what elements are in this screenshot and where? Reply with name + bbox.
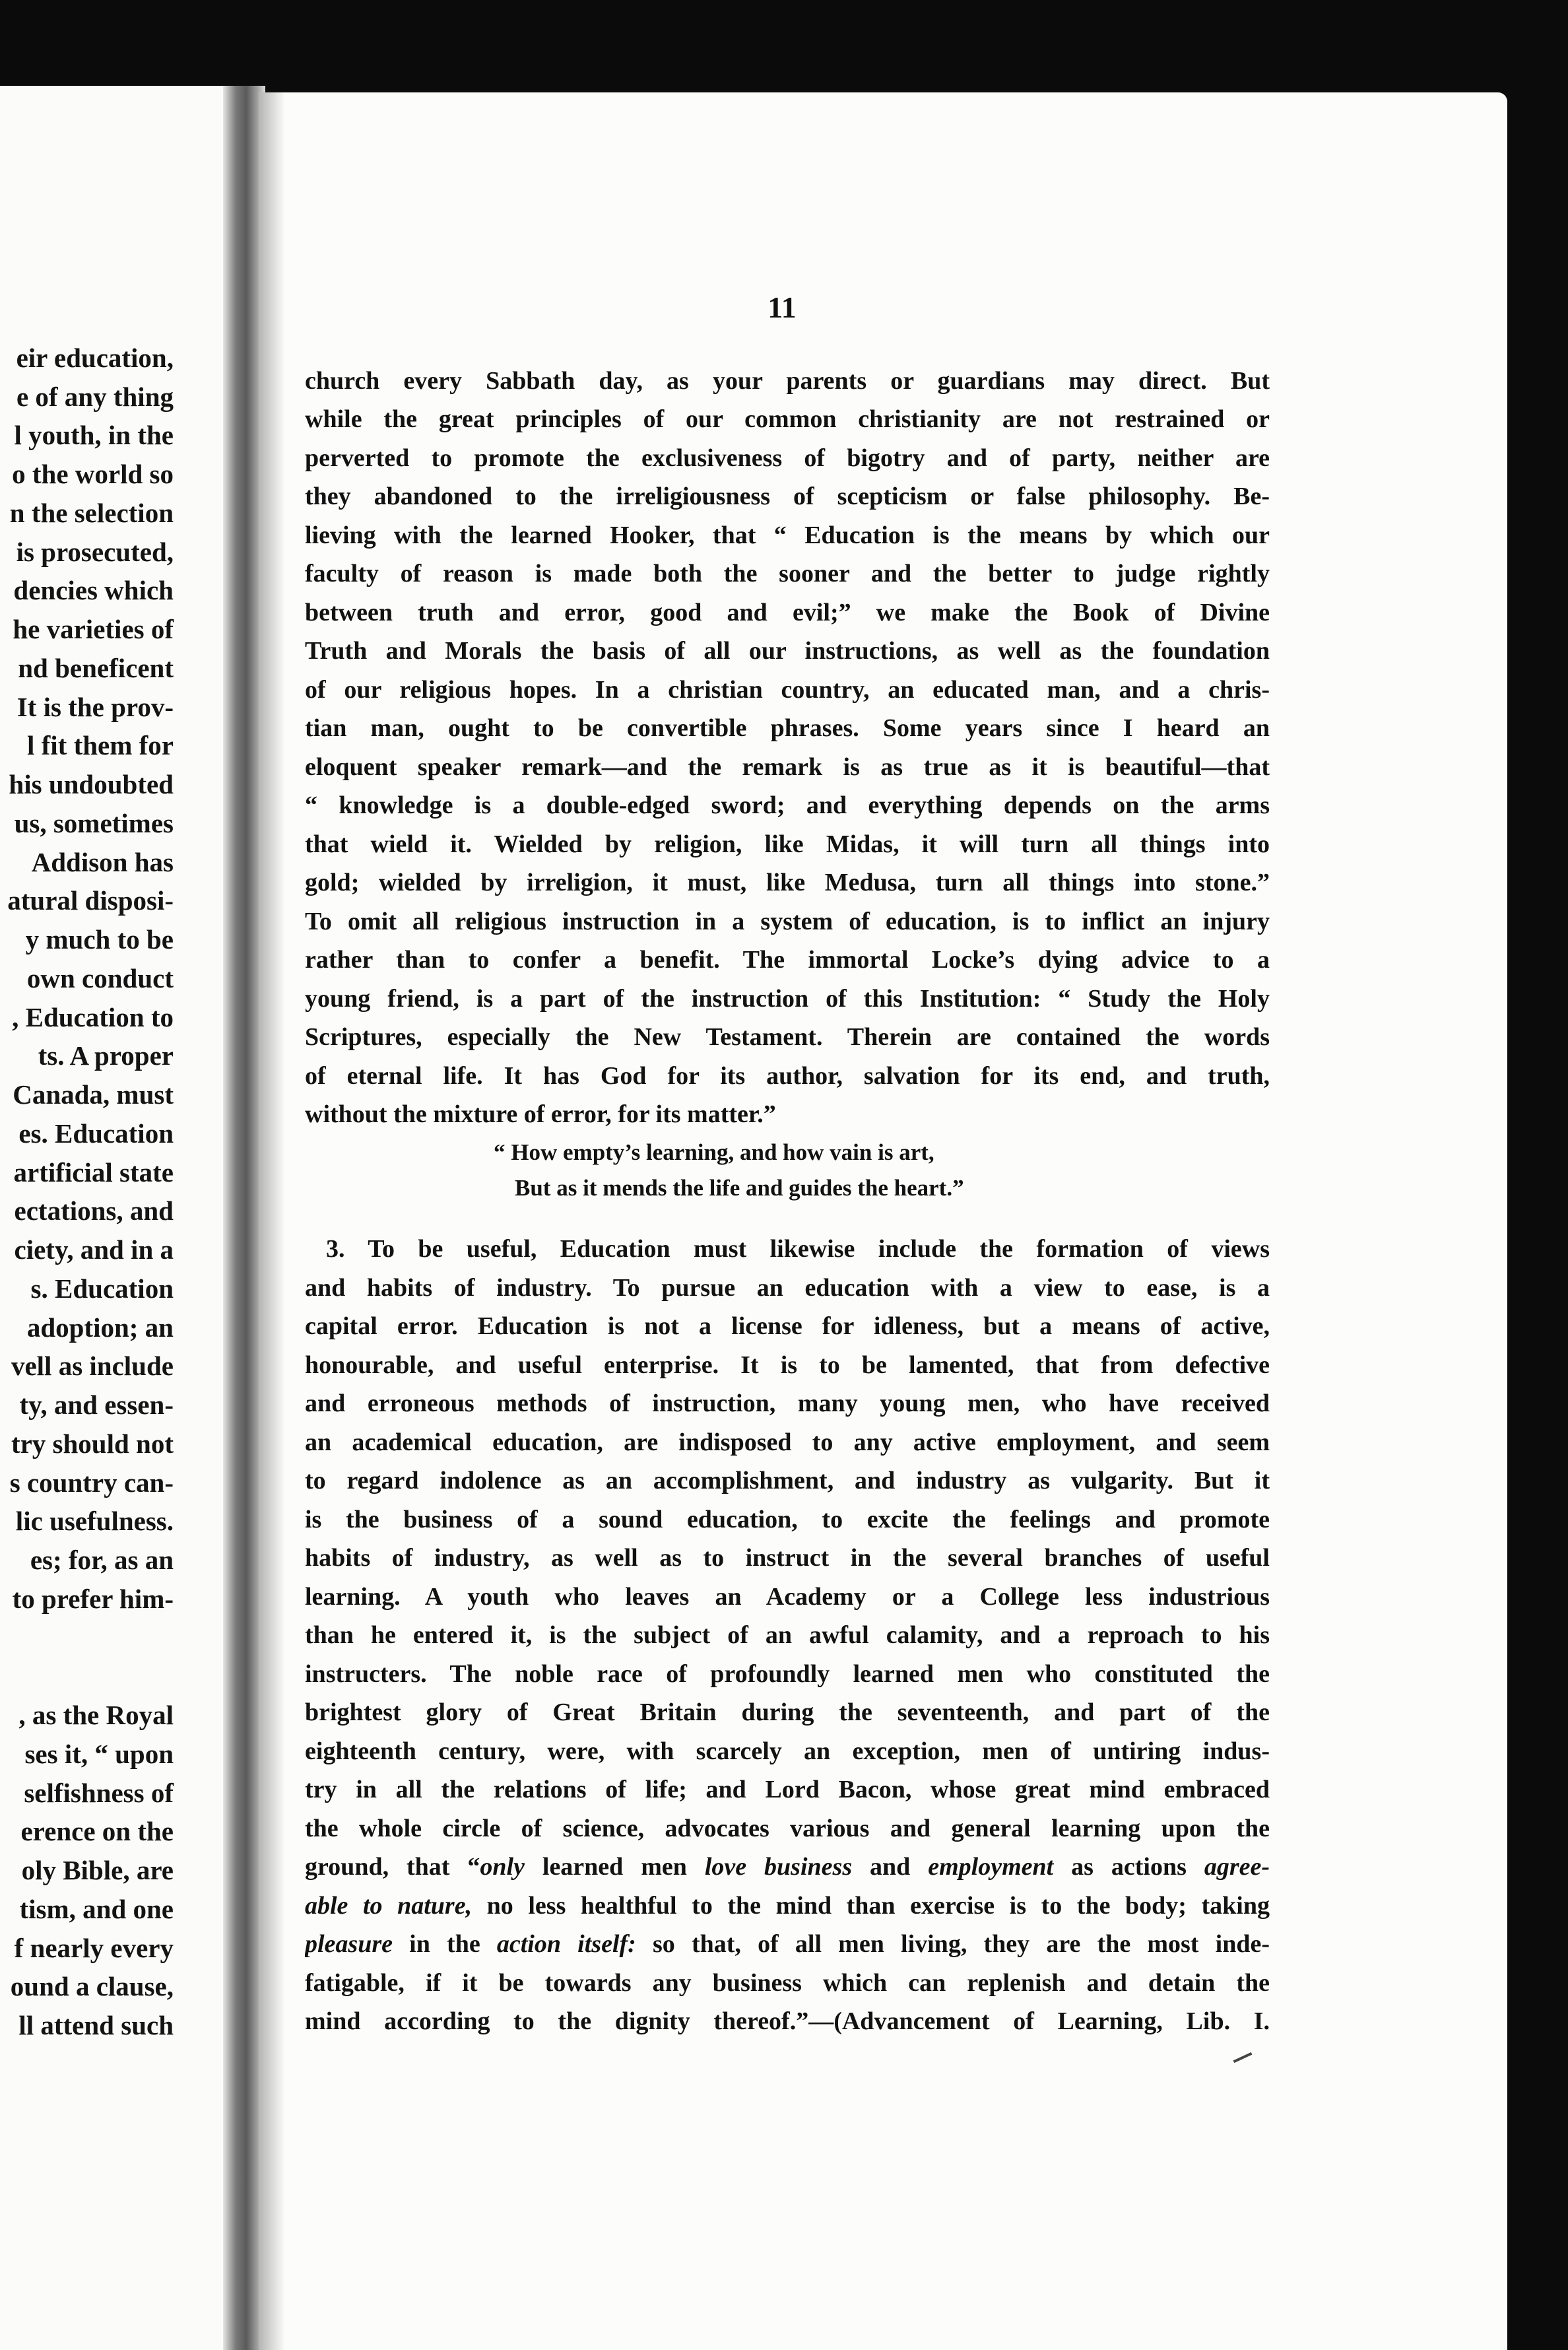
italic-passage-line (305, 1850, 1270, 1883)
left-page-line: f nearly every (14, 1933, 174, 1963)
paragraph-3-line: than he entered it, is the subject of an awful calamity, and a reproach to his (305, 1621, 1270, 1649)
verse-line: “ How empty’s learning, and how vain is art, (494, 1139, 934, 1165)
left-page-line: s. Education (30, 1273, 174, 1304)
paragraph-3-line: eighteenth century, were, with scarcely an exception, men of untiring indus- (305, 1737, 1270, 1765)
left-page-line: erence on the (20, 1816, 174, 1846)
body-line: gold; wielded by irreligion, it must, like Medusa, turn all things into stone.” (305, 869, 1270, 896)
left-page-line: to prefer him- (12, 1584, 174, 1614)
italic-run: only (480, 1853, 525, 1881)
body-line: of our religious hopes. In a christian country, an educated man, and a chris- (305, 676, 1270, 704)
left-page-line: nd beneficent (18, 653, 174, 683)
italic-run: able to nature, (305, 1892, 473, 1920)
text-run: so that, of all men living, they are the most inde- (636, 1930, 1270, 1958)
left-page-line: s country can- (9, 1467, 174, 1498)
text-run: no less healthful to the mind than exercise is to the body; taking (472, 1892, 1270, 1920)
body-line: they abandoned to the irreligiousness of scepticism or false philosophy. Be- (305, 483, 1270, 510)
left-page-line: o the world so (12, 459, 174, 489)
text-run: in the (393, 1930, 497, 1958)
closing-line: mind according to the dignity thereof.”—(Advancement of Learning, Lib. I. (305, 2007, 1270, 2035)
italic-run: agree- (1204, 1853, 1270, 1881)
body-line: young friend, is a part of the instruction of this Institution: “ Study the Holy (305, 985, 1270, 1013)
text-run: and (852, 1853, 929, 1881)
closing-line: fatigable, if it be towards any business which can replenish and detain the (305, 1969, 1270, 1997)
paragraph-3-line: 3. To be useful, Education must likewise include the formation of views (326, 1235, 1270, 1263)
paragraph-3-line: honourable, and useful enterprise. It is to be lamented, that from defective (305, 1351, 1270, 1379)
paragraph-3-line: habits of industry, as well as to instruct in the several branches of useful (305, 1544, 1270, 1572)
italic-passage-line (305, 1928, 1270, 1961)
left-page-line: vell as include (11, 1351, 174, 1381)
left-page-line: tism, and one (19, 1894, 174, 1924)
left-page-line: he varieties of (13, 614, 174, 644)
left-page-line: l youth, in the (14, 420, 174, 450)
italic-run: pleasure (305, 1930, 393, 1958)
paragraph-3-line: try in all the relations of life; and Lord Bacon, whose great mind embraced (305, 1776, 1270, 1803)
body-line: To omit all religious instruction in a system of education, is to inflict an injury (305, 908, 1270, 935)
left-page-line: Canada, must (13, 1079, 174, 1110)
left-page-line: y much to be (25, 924, 174, 955)
left-page-line: selfishness of (24, 1778, 174, 1808)
body-line: Truth and Morals the basis of all our instructions, as well as the foundation (305, 637, 1270, 665)
left-page-line: lic usefulness. (15, 1506, 174, 1536)
left-page-line: It is the prov- (16, 692, 174, 722)
left-page-line: , Education to (12, 1002, 174, 1032)
body-line: tian man, ought to be convertible phrases. Some years since I heard an (305, 714, 1270, 742)
verse-line: But as it mends the life and guides the heart.” (515, 1175, 964, 1201)
left-page-line: , as the Royal (18, 1700, 174, 1730)
left-page-line: e of any thing (16, 382, 174, 412)
left-page-line: ses it, “ upon (24, 1739, 174, 1769)
body-line: rather than to confer a benefit. The immortal Locke’s dying advice to a (305, 946, 1270, 974)
paragraph-3-line: and erroneous methods of instruction, many young men, who have received (305, 1390, 1270, 1417)
paragraph-3-line: an academical education, are indisposed to any active employment, and seem (305, 1428, 1270, 1456)
left-page-line: his undoubted (9, 769, 174, 799)
italic-run: employment (928, 1853, 1054, 1881)
left-page-line: own conduct (26, 963, 174, 993)
page-number: 11 (768, 290, 797, 324)
left-page-line: ts. A proper (38, 1040, 174, 1071)
gutter-shadow (259, 92, 285, 2350)
body-line: of eternal life. It has God for its author, salvation for its end, and truth, (305, 1062, 1270, 1090)
left-page-line: adoption; an (26, 1312, 174, 1343)
paragraph-3-line: brightest glory of Great Britain during the seventeenth, and part of the (305, 1698, 1270, 1726)
left-page-line: try should not (11, 1428, 174, 1459)
paragraph-3-line: the whole circle of science, advocates various and general learning upon the (305, 1815, 1270, 1842)
italic-run: love business (704, 1853, 853, 1881)
left-page-line: oly Bible, are (21, 1855, 174, 1885)
left-page-line: us, sometimes (14, 808, 174, 838)
paragraph-3-line: and habits of industry. To pursue an education with a view to ease, is a (305, 1274, 1270, 1302)
left-page-line: dencies which (13, 575, 174, 605)
left-page-line: atural disposi- (7, 885, 174, 916)
paragraph-3-line: learning. A youth who leaves an Academy or a College less industrious (305, 1583, 1270, 1611)
body-line: lieving with the learned Hooker, that “ Education is the means by which our (305, 521, 1270, 549)
paragraph-3-line: is the business of a sound education, to excite the feelings and promote (305, 1506, 1270, 1533)
body-line: Scriptures, especially the New Testament. Therein are contained the words (305, 1023, 1270, 1051)
left-page-line: is prosecuted, (16, 537, 174, 567)
left-page-line: ciety, and in a (14, 1234, 174, 1265)
italic-passage-line (305, 1889, 1270, 1922)
paragraph-3-line: capital error. Education is not a license for idleness, but a means of active, (305, 1312, 1270, 1340)
paragraph-3-line: instructers. The noble race of profoundly learned men who constituted the (305, 1660, 1270, 1688)
left-page-edge (0, 86, 228, 2350)
left-page-line: n the selection (9, 498, 174, 528)
text-run: learned men (524, 1853, 705, 1881)
body-line: “ knowledge is a double-edged sword; and everything depends on the arms (305, 791, 1270, 819)
left-page-line: ll attend such (18, 2010, 174, 2040)
body-line: while the great principles of our common christianity are not restrained or (305, 405, 1270, 433)
paragraph-3-line: to regard indolence as an accomplishment, and industry as vulgarity. But it (305, 1467, 1270, 1494)
body-line: between truth and error, good and evil;” we make the Book of Divine (305, 599, 1270, 626)
text-run: ground, that “ (305, 1853, 480, 1881)
italic-run: action itself: (496, 1930, 636, 1958)
left-page-line: Addison has (31, 847, 174, 877)
left-page-line: artificial state (13, 1157, 174, 1188)
left-page-line: eir education, (16, 343, 174, 373)
body-line: eloquent speaker remark—and the remark is as true as it is beautiful—that (305, 753, 1270, 781)
body-line: church every Sabbath day, as your parents or guardians may direct. But (305, 367, 1270, 395)
left-page-line: es; for, as an (30, 1545, 174, 1575)
left-page-line: ectations, and (14, 1195, 174, 1226)
body-line: perverted to promote the exclusiveness of bigotry and of party, neither are (305, 444, 1270, 472)
body-line: faculty of reason is made both the sooner and the better to judge rightly (305, 560, 1270, 588)
body-line: without the mixture of error, for its matter.” (305, 1100, 776, 1128)
body-line: that wield it. Wielded by religion, like Midas, it will turn all things into (305, 830, 1270, 858)
text-run: as actions (1053, 1853, 1204, 1881)
left-page-line: ty, and essen- (19, 1390, 174, 1420)
left-page-line: es. Education (18, 1118, 174, 1149)
left-page-line: ound a clause, (10, 1971, 174, 2001)
left-page-line: l fit them for (27, 730, 174, 760)
